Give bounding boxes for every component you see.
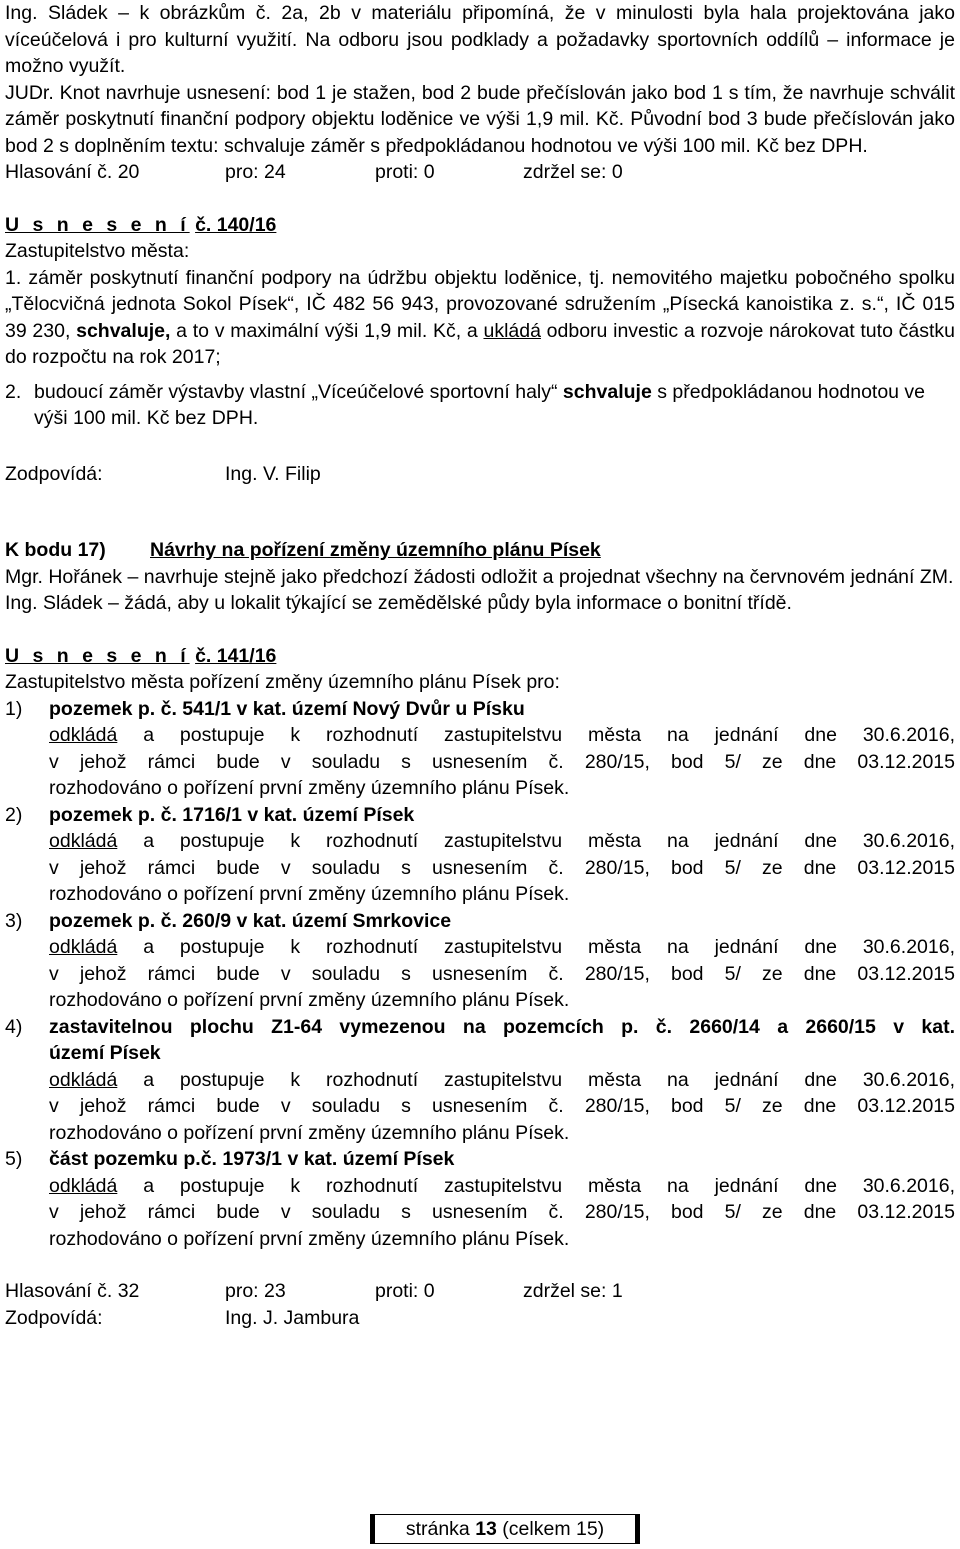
line-1-rest: a postupuje k rozhodnutí zastupitelstvu města na jednání dne 30.6.2016, [117, 1068, 955, 1091]
postpones: odkládá [49, 830, 118, 852]
item-1-text-c: a to v maximální výši 1,9 mil. Kč, a [170, 319, 484, 342]
list-item-title: pozemek p. č. 260/9 v kat. území Smrkovice [49, 909, 452, 932]
resolution-140-intro: Zastupitelstvo města: [5, 240, 190, 262]
list-item-title: část pozemku p.č. 1973/1 v kat. území Písek [49, 1148, 455, 1170]
list-item [5, 1146, 955, 1252]
list-item-title: zastavitelnou plochu Z1-64 vymezenou na pozemcích p. č. 2660/14 a 2660/15 v kat. [49, 1015, 955, 1038]
responsible-label: Zodpovídá: [5, 462, 103, 485]
list-item-line-1 [49, 1173, 955, 1200]
postpones: odkládá [49, 936, 118, 958]
resolution-number: č. 140/16 [195, 213, 277, 236]
vote-proti: proti: 0 [375, 1280, 435, 1302]
vote-label: Hlasování č. 20 [5, 161, 140, 183]
list-item-line-1 [49, 722, 955, 749]
line-1-rest: a postupuje k rozhodnutí zastupitelstvu města na jednání dne 30.6.2016, [117, 1174, 955, 1197]
bod-17-heading [5, 537, 955, 564]
vote-32 [5, 1278, 955, 1305]
responsible-label: Zodpovídá: [5, 1306, 103, 1329]
responsible-name: Ing. J. Jambura [225, 1306, 360, 1329]
resolution-140-item-2 [5, 379, 955, 432]
list-item-title: pozemek p. č. 541/1 v kat. území Nový Dvůr u Písku [49, 697, 525, 720]
responsible-name: Ing. V. Filip [225, 462, 321, 485]
list-item-number: 1) [5, 697, 23, 720]
resolution-title-word: U s n e s e n í [5, 213, 190, 236]
list-item-line-2: v jehož rámci bude v souladu s usnesením č. 280/15, bod 5/ ze dne 03.12.2015 [49, 856, 955, 879]
list-item-line-1 [49, 1067, 955, 1094]
item-2-text-a: budoucí záměr výstavby vlastní „Víceúčelové sportovní haly“ [34, 380, 563, 403]
list-item-line-3: rozhodováno o pořízení první změny územního plánu Písek. [49, 777, 570, 799]
list-item-number: 2) [5, 803, 23, 826]
postpones: odkládá [49, 1068, 118, 1091]
list-item-body [49, 1014, 955, 1147]
list-item-line-2: v jehož rámci bude v souladu s usnesením č. 280/15, bod 5/ ze dne 03.12.2015 [49, 750, 955, 773]
list-item-line-3: rozhodováno o pořízení první změny územního plánu Písek. [49, 1121, 570, 1144]
list-item-line-3: rozhodováno o pořízení první změny územního plánu Písek. [49, 883, 570, 905]
vote-label: Hlasování č. 32 [5, 1280, 140, 1302]
list-item-body [49, 908, 955, 1014]
item-2-body [34, 379, 955, 432]
resolution-140-item-1 [5, 265, 955, 371]
item-2-text-c: s předpokládanou hodnotou ve výši 100 mil. Kč bez DPH. [34, 380, 926, 429]
resolution-141-title [5, 643, 955, 670]
item-1-approve: schvaluje, [76, 319, 171, 342]
paragraph-knot: JUDr. Knot navrhuje usnesení: bod 1 je stažen, bod 2 bude přečíslován jako bod 1 s tím, že navrhuje schválit záměr poskytnutí finanční podpory objektu loděnice ve výši 1,9 mil. Kč. Původní bod 3 bude přečíslován jako bod 2 s doplněním textu: schvaluje záměr s předpokládanou hodnotou ve výši 100 mil. Kč bez DPH. [5, 81, 955, 157]
responsible-140 [5, 461, 955, 488]
line-1-rest: a postupuje k rozhodnutí zastupitelstvu města na jednání dne 30.6.2016, [117, 830, 955, 852]
list-item-number: 4) [5, 1015, 23, 1038]
list-item [5, 908, 955, 1014]
list-item-title: pozemek p. č. 1716/1 v kat. území Písek [49, 803, 415, 826]
list-item-line-2: v jehož rámci bude v souladu s usnesením č. 280/15, bod 5/ ze dne 03.12.2015 [49, 962, 955, 985]
item-1-imposes: ukládá [483, 319, 541, 342]
paragraph-sladek-2: Ing. Sládek – žádá, aby u lokalit týkající se zemědělské půdy byla informace o bonitní třídě. [5, 592, 792, 614]
paragraph-sladek: Ing. Sládek – k obrázkům č. 2a, 2b v materiálu připomíná, že v minulosti byla hala projektována jako víceúčelová i pro kulturní využití. Na odboru jsou podklady a požadavky sportovních oddílů – informace je možno využít. [5, 2, 955, 77]
list-item-number: 5) [5, 1148, 23, 1170]
vote-pro: pro: 23 [225, 1280, 286, 1302]
resolution-number: č. 141/16 [195, 644, 277, 667]
vote-20 [5, 159, 955, 186]
list-item-line-1 [49, 934, 955, 961]
line-1-rest: a postupuje k rozhodnutí zastupitelstvu města na jednání dne 30.6.2016, [117, 724, 955, 746]
postpones: odkládá [49, 724, 118, 746]
list-item-body [49, 1146, 955, 1252]
paragraph-horanek: Mgr. Hořánek – navrhuje stejně jako předchozí žádosti odložit a projednat všechny na červnovém jednání ZM. [5, 565, 954, 588]
page-footer [370, 1514, 640, 1544]
postpones: odkládá [49, 1174, 118, 1197]
list-item-line-1 [49, 828, 955, 855]
list-item [5, 1014, 955, 1147]
list-item-number: 3) [5, 909, 23, 932]
list-item [5, 696, 955, 802]
item-2-approve: schvaluje [562, 380, 652, 403]
list-item [5, 802, 955, 908]
footer-page-number: 13 [475, 1518, 497, 1540]
footer-total: (celkem 15) [496, 1518, 605, 1540]
list-item-line-3: rozhodováno o pořízení první změny územního plánu Písek. [49, 989, 570, 1011]
resolution-140-title [5, 212, 955, 239]
list-item-line-2: v jehož rámci bude v souladu s usnesením č. 280/15, bod 5/ ze dne 03.12.2015 [49, 1201, 955, 1223]
list-item-body [49, 802, 955, 908]
list-item-body [49, 696, 955, 802]
item-2-number: 2. [5, 380, 22, 403]
responsible-141 [5, 1305, 955, 1332]
bod-17-title: Návrhy na pořízení změny územního plánu Písek [150, 539, 601, 561]
vote-proti: proti: 0 [375, 161, 435, 183]
bod-17-label: K bodu 17) [5, 539, 106, 561]
resolution-title-word: U s n e s e n í [5, 644, 190, 667]
vote-pro: pro: 24 [225, 161, 286, 183]
vote-zdrzel: zdržel se: 1 [523, 1280, 623, 1302]
resolution-141-intro: Zastupitelstvo města pořízení změny územního plánu Písek pro: [5, 671, 560, 693]
vote-zdrzel: zdržel se: 0 [523, 161, 623, 183]
footer-page-label: stránka [405, 1518, 476, 1540]
item-1-text-a: 1. záměr poskytnutí finanční podpory na údržbu objektu loděnice, tj. nemovitého majetku pobočného spolku „Tělocvičná jednota Sokol Písek“, IČ 482 56 943, provozované sdružením „Písecká kanoistika z. s.“, IČ 015 39 230, [5, 266, 955, 342]
item-1-text-e: odboru investic a rozvoje nárokovat tuto částku do rozpočtu na rok 2017; [5, 319, 956, 368]
list-item-title-cont: území Písek [49, 1042, 161, 1064]
list-item-line-3: rozhodováno o pořízení první změny územního plánu Písek. [49, 1227, 570, 1250]
list-item-line-2: v jehož rámci bude v souladu s usnesením č. 280/15, bod 5/ ze dne 03.12.2015 [49, 1095, 955, 1117]
line-1-rest: a postupuje k rozhodnutí zastupitelstvu města na jednání dne 30.6.2016, [117, 936, 955, 958]
